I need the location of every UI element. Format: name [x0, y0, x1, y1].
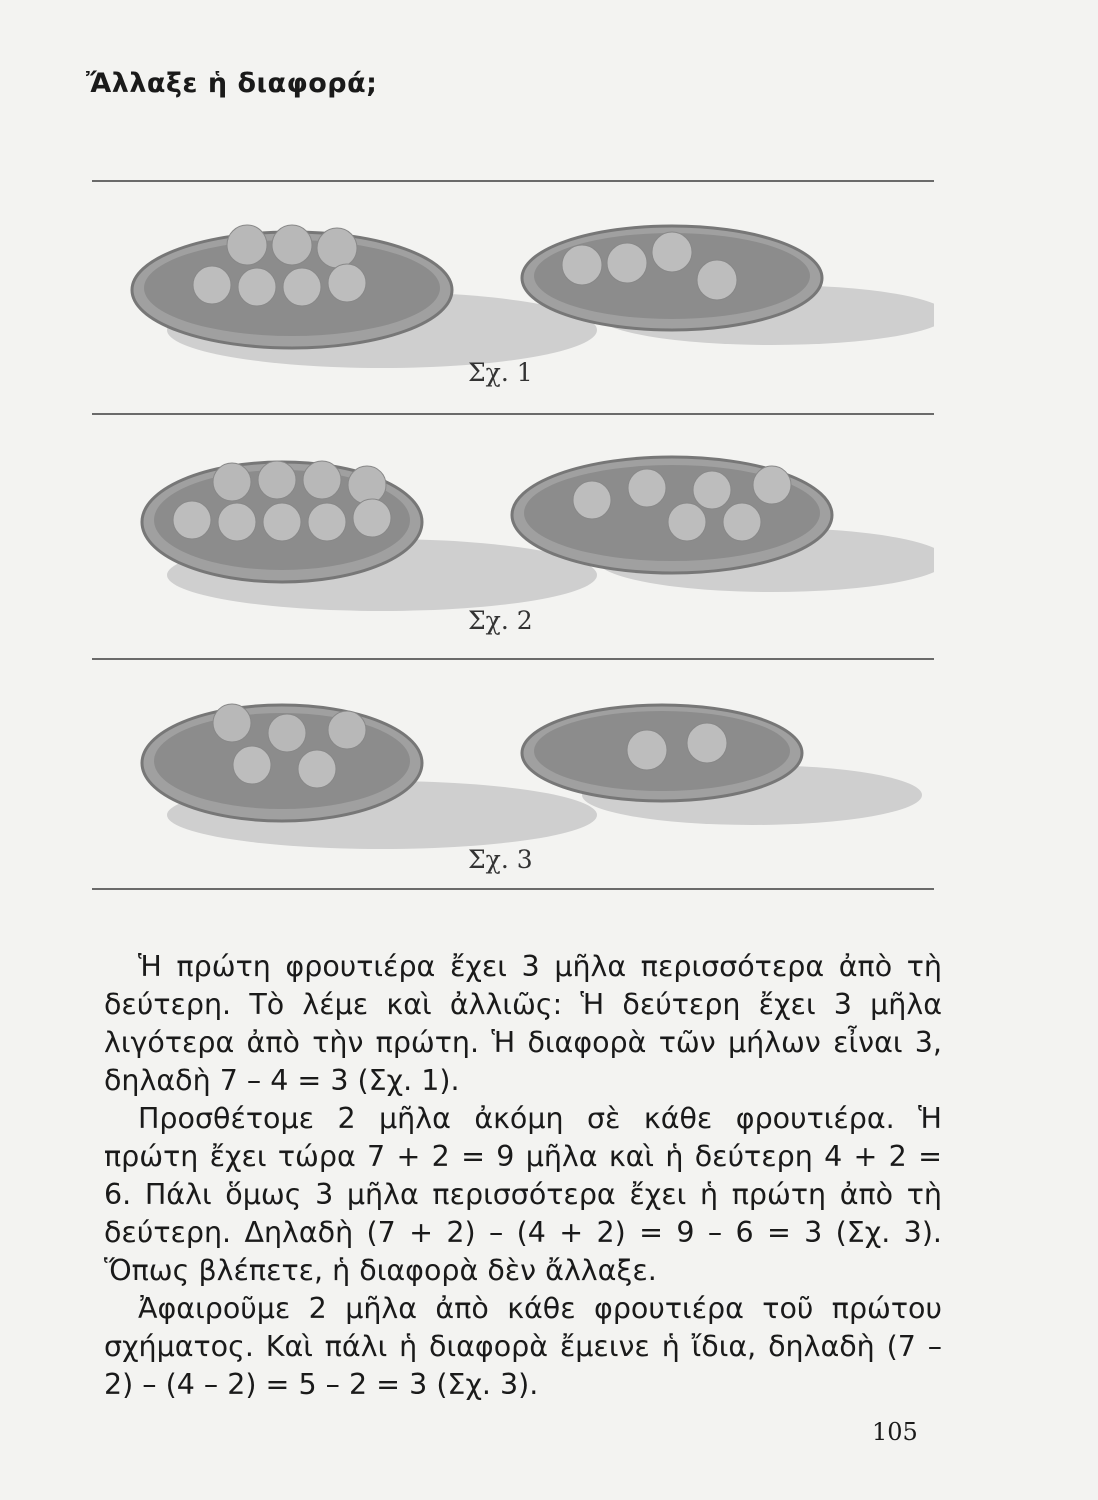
- divider: [92, 658, 934, 660]
- paragraph-1: Ἡ πρώτη φρουτιέρα ἔχει 3 μῆλα περισσότερα ἀπὸ τὴ δεύτερη. Τὸ λέμε καὶ ἀλλιῶς: Ἡ δεύτερη ἔχει 3 μῆλα λιγότερα ἀπὸ τὴν πρώτη. Ἡ διαφορὰ τῶν μήλων εἶναι 3, δηλαδὴ 7 – 4 = 3 (Σχ. 1).: [104, 950, 942, 1097]
- figure-2-caption: Σχ. 2: [468, 606, 533, 635]
- paragraph-2: Προσθέτομε 2 μῆλα ἀκόμη σὲ κάθε φρουτιέρα. Ἡ πρώτη ἔχει τώρα 7 + 2 = 9 μῆλα καὶ ἡ δεύτερη 4 + 2 = 6. Πάλι ὅμως 3 μῆλα περισσότερα ἔχει ἡ πρώτη ἀπὸ τὴ δεύτερη. Δηλαδὴ (7 + 2) – (4 + 2) = 9 – 6 = 3 (Σχ. 3). Ὅπως βλέπετε, ἡ διαφορὰ δὲν ἄλλαξε.: [104, 1102, 942, 1287]
- left-bowl: [142, 704, 597, 849]
- page-heading: Ἄλλαξε ἡ διαφορά;: [86, 68, 378, 99]
- divider: [92, 180, 934, 182]
- figure-1-caption: Σχ. 1: [468, 358, 533, 387]
- divider: [92, 888, 934, 890]
- body-text: [104, 948, 942, 1404]
- figure-3-caption: Σχ. 3: [468, 845, 533, 874]
- left-bowl: [132, 225, 597, 368]
- figure-1: [92, 190, 934, 410]
- page-number: 105: [872, 1418, 918, 1446]
- figure-2: [92, 430, 934, 655]
- divider: [92, 413, 934, 415]
- figure-3: [92, 675, 934, 890]
- paragraph-3: Ἀφαιροῦμε 2 μῆλα ἀπὸ κάθε φρουτιέρα τοῦ πρώτου σχήματος. Καὶ πάλι ἡ διαφορὰ ἔμεινε ἡ ἴδια, δηλαδὴ (7 – 2) – (4 – 2) = 5 – 2 = 3 (Σχ. 3).: [104, 1292, 942, 1401]
